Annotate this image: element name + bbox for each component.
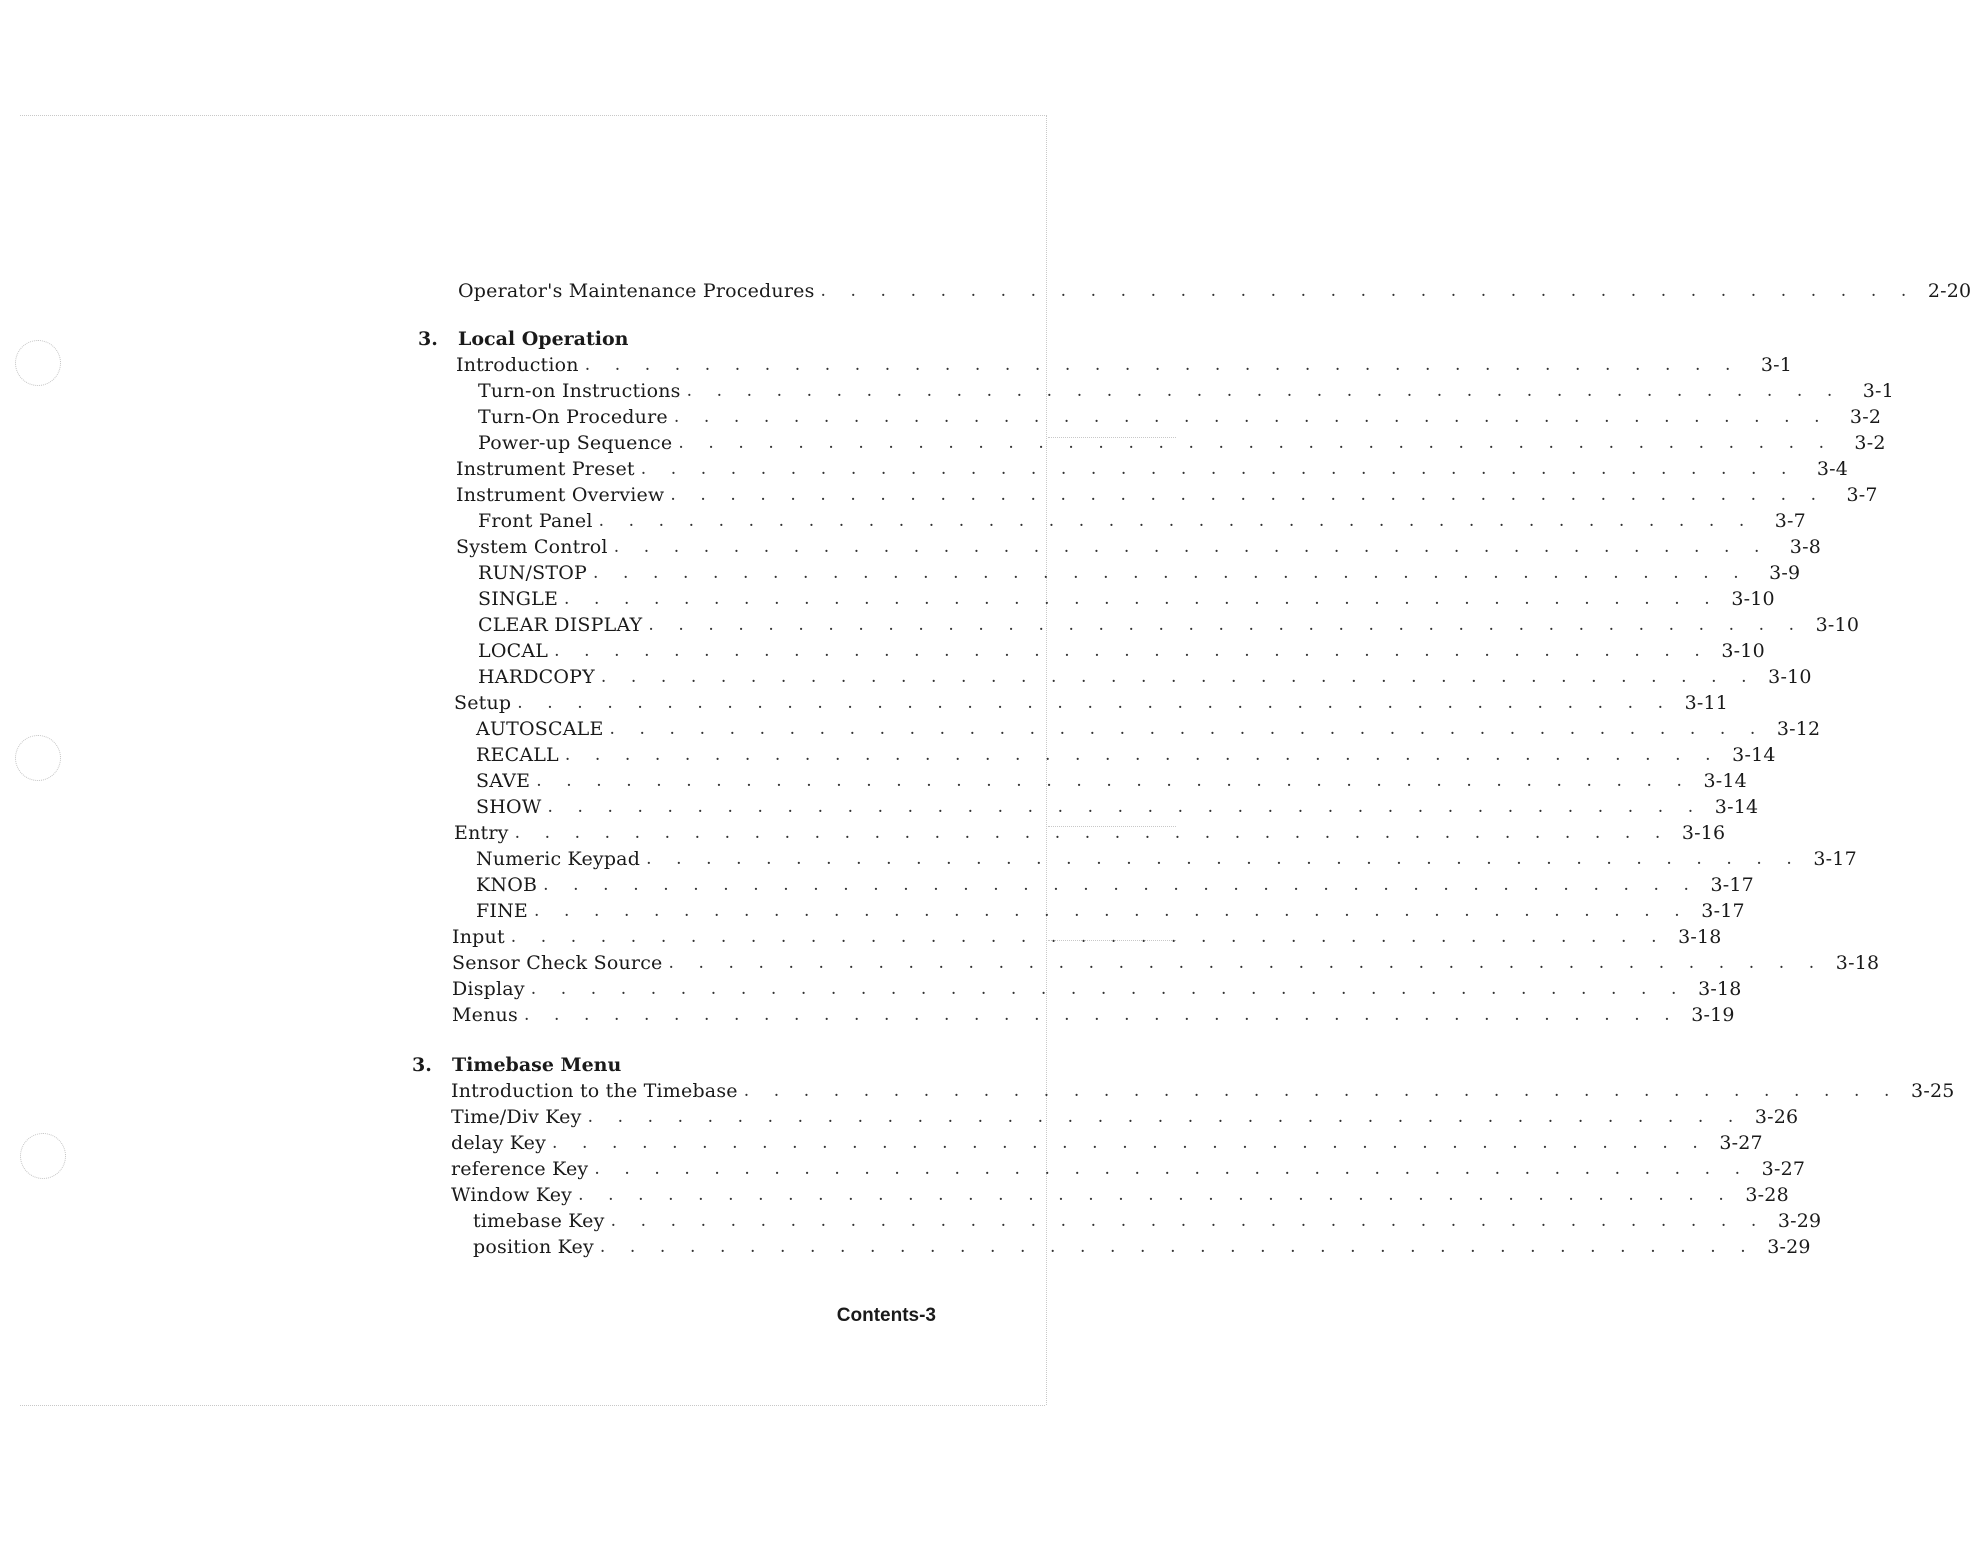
toc-entry-page: 3-8 bbox=[1789, 536, 1821, 558]
toc-entry[interactable] bbox=[476, 742, 1776, 768]
toc-entry[interactable] bbox=[452, 976, 1742, 1002]
leader-dots: . . . . . . . . . . . . . . . . . . . . . . . . . . . . . . . . . . . . . . . bbox=[648, 615, 1804, 635]
toc-entry-page: 3-9 bbox=[1769, 562, 1801, 584]
toc-entry-title: position Key bbox=[473, 1236, 594, 1258]
toc-entry-page: 3-17 bbox=[1710, 874, 1754, 896]
leader-dots: . . . . . . . . . . . . . . . . . . . . . . . . . . . . . . . . . . . . . . . bbox=[646, 849, 1802, 869]
toc-entry[interactable] bbox=[476, 768, 1747, 794]
toc-entry-title: Sensor Check Source bbox=[452, 952, 663, 974]
leader-dots: . . . . . . . . . . . . . . . . . . . . . . . . . . . . . . . . . . . . . . . bbox=[673, 407, 1830, 427]
leader-dots: . . . . . . . . . . . . . . . . . . . . . . . . . . . . . . . . . . . . . . . bbox=[510, 927, 1667, 947]
leader-dots: . . . . . . . . . . . . . . . . . . . . . . . . . . . . . . . . . . . . . . . bbox=[533, 901, 1690, 921]
toc-entry-title: Instrument Overview bbox=[456, 484, 665, 506]
toc-entry-page: 3-16 bbox=[1681, 822, 1726, 844]
leader-dots: . . . . . . . . . . . . . . . . . . . . . . . . . . . . . . . . . . . . . . . bbox=[530, 979, 1687, 999]
toc-entry[interactable] bbox=[478, 560, 1801, 586]
toc-entry[interactable] bbox=[454, 820, 1726, 846]
toc-entry-page: 3-4 bbox=[1816, 458, 1849, 480]
leader-dots: . . . . . . . . . . . . . . . . . . . . . . . . . . . . . . . . . . . . . . . bbox=[536, 771, 1692, 791]
leader-dots: . . . . . . . . . . . . . . . . . . . . . . . . . . . . . . . . . . . . . . . bbox=[543, 875, 1699, 895]
toc-entry[interactable] bbox=[452, 924, 1722, 950]
toc-entry[interactable] bbox=[476, 898, 1745, 924]
toc-entry[interactable] bbox=[451, 1078, 1955, 1104]
leader-dots: . . . . . . . . . . . . . . . . . . . . . . . . . . . . . . . . . . . . . . . bbox=[552, 1133, 1708, 1153]
toc-entry-title: timebase Key bbox=[473, 1210, 605, 1232]
toc-entry-title: KNOB bbox=[476, 874, 538, 896]
toc-entry-operators-maintenance[interactable] bbox=[458, 278, 1971, 304]
toc-entry-page: 3-2 bbox=[1854, 432, 1886, 454]
toc-entry-title: Input bbox=[452, 926, 505, 948]
toc-entry-page: 3-11 bbox=[1684, 692, 1729, 714]
toc-entry[interactable] bbox=[478, 664, 1812, 690]
toc-entry-page: 3-18 bbox=[1835, 952, 1880, 974]
toc-entry-title: SAVE bbox=[476, 770, 531, 792]
toc-entry[interactable] bbox=[476, 716, 1821, 742]
toc-entry[interactable] bbox=[478, 586, 1775, 612]
toc-entry[interactable] bbox=[473, 1234, 1811, 1260]
leader-dots: . . . . . . . . . . . . . . . . . . . . . . . . . . . . . . . . . . . . . . . bbox=[599, 1237, 1756, 1257]
toc-entry[interactable] bbox=[456, 534, 1821, 560]
toc-entry-title: Turn-on Instructions bbox=[478, 380, 681, 402]
toc-entry-title: HARDCOPY bbox=[478, 666, 595, 688]
leader-dots: . . . . . . . . . . . . . . . . . . . . . . . . . . . . . . . . . . . . . . . bbox=[668, 953, 1824, 973]
toc-entry-title: RUN/STOP bbox=[478, 562, 587, 584]
toc-entry-title: Entry bbox=[454, 822, 509, 844]
toc-entry[interactable] bbox=[478, 430, 1886, 456]
toc-entry-title: Menus bbox=[452, 1004, 518, 1026]
leader-dots: . . . . . . . . . . . . . . . . . . . . . . . . . . . . . . . . . . . . . . . bbox=[678, 433, 1834, 453]
toc-entry[interactable] bbox=[478, 612, 1860, 638]
leader-dots: . . . . . . . . . . . . . . . . . . . . . . . . . . . . . . . . . . . . . . . bbox=[564, 589, 1720, 609]
toc-entry-title: RECALL bbox=[476, 744, 559, 766]
leader-dots: . . . . . . . . . . . . . . . . . . . . . . . . . . . . . . . . . . . . . . . bbox=[547, 797, 1703, 817]
leader-dots: . . . . . . . . . . . . . . . . . . . . . . . . . . . . . . . . . . . . . . . bbox=[523, 1005, 1680, 1025]
toc-entry-title: SHOW bbox=[476, 796, 542, 818]
leader-dots: . . . . . . . . . . . . . . . . . . . . . . . . . . . . . . . . . . . . . . . bbox=[584, 355, 1741, 375]
toc-entry-page: 3-27 bbox=[1719, 1132, 1763, 1154]
toc-entry-title: reference Key bbox=[451, 1158, 589, 1180]
toc-entry-page: 3-2 bbox=[1849, 406, 1882, 428]
toc-entry[interactable] bbox=[451, 1130, 1763, 1156]
chapter-heading-local-operation bbox=[418, 326, 628, 352]
toc-entry[interactable] bbox=[454, 690, 1729, 716]
toc-entry-page: 3-12 bbox=[1776, 718, 1821, 740]
toc-entry-title: Display bbox=[452, 978, 525, 1000]
leader-dots: . . . . . . . . . . . . . . . . . . . . . . . . . . . . . . . . . . . . . . . bbox=[514, 823, 1670, 843]
leader-dots: . . . . . . . . . . . . . . . . . . . . . . . . . . . . . . . . . . . . . . . bbox=[670, 485, 1826, 505]
toc-entry-page: 3-14 bbox=[1703, 770, 1747, 792]
toc-entry-title: AUTOSCALE bbox=[476, 718, 604, 740]
toc-entry-page: 3-29 bbox=[1777, 1210, 1822, 1232]
toc-entry-title: Introduction bbox=[456, 354, 579, 376]
leader-dots: . . . . . . . . . . . . . . . . . . . . . . . . . . . . . . . . . . . . . bbox=[820, 281, 1916, 301]
toc-entry[interactable] bbox=[456, 352, 1793, 378]
toc-entry-page: 3-7 bbox=[1774, 510, 1806, 532]
leader-dots: . . . . . . . . . . . . . . . . . . . . . . . . . . . . . . . . . . . . . . . bbox=[640, 459, 1797, 479]
leader-dots: . . . . . . . . . . . . . . . . . . . . . . . . . . . . . . . . . . . . . . . bbox=[578, 1185, 1734, 1205]
toc-entry-page: 3-17 bbox=[1701, 900, 1745, 922]
leader-dots: . . . . . . . . . . . . . . . . . . . . . . . . . . . . . . . . . . . . . . . bbox=[610, 1211, 1766, 1231]
toc-entry-page: 3-1 bbox=[1862, 380, 1894, 402]
leader-dots: . . . . . . . . . . . . . . . . . . . . . . . . . . . . . . . . . . . . . . . bbox=[517, 693, 1673, 713]
toc-entry[interactable] bbox=[456, 456, 1849, 482]
toc-entry-title: SINGLE bbox=[478, 588, 559, 610]
leader-dots: . . . . . . . . . . . . . . . . . . . . . . . . . . . . . . . . . . . . . . . bbox=[598, 511, 1754, 531]
leader-dots: . . . . . . . . . . . . . . . . . . . . . . . . . . . . . . . . . . . . . . . bbox=[594, 1159, 1750, 1179]
toc-entry-page: 3-10 bbox=[1815, 614, 1860, 636]
toc-entry[interactable] bbox=[476, 846, 1857, 872]
toc-entry-page: 3-1 bbox=[1760, 354, 1793, 376]
chapter-number: 3. bbox=[418, 328, 438, 350]
leader-dots: . . . . . . . . . . . . . . . . . . . . . . . . . . . . . . . . . . . . . . . bbox=[593, 563, 1749, 583]
toc-entry-page: 3-17 bbox=[1813, 848, 1857, 870]
chapter-title: Local Operation bbox=[458, 328, 629, 350]
toc-entry[interactable] bbox=[451, 1182, 1789, 1208]
toc-entry[interactable] bbox=[478, 378, 1894, 404]
toc-entry-title: System Control bbox=[456, 536, 608, 558]
toc-entry-title: Introduction to the Timebase bbox=[451, 1080, 738, 1102]
toc-entry-title: Front Panel bbox=[478, 510, 593, 532]
toc-entry[interactable] bbox=[478, 638, 1765, 664]
toc-entry-title: Numeric Keypad bbox=[476, 848, 641, 870]
toc-entry-title: Operator's Maintenance Procedures bbox=[458, 280, 815, 302]
chapter-heading-timebase-menu bbox=[412, 1052, 621, 1078]
chapter-title: Timebase Menu bbox=[452, 1054, 622, 1076]
toc-entry-page: 3-10 bbox=[1731, 588, 1775, 610]
leader-dots: . . . . . . . . . . . . . . . . . . . . . . . . . . . . . . . . . . . . . . . bbox=[743, 1081, 1900, 1101]
leader-dots: . . . . . . . . . . . . . . . . . . . . . . . . . . . . . . . . . . . . . . . bbox=[587, 1107, 1743, 1127]
toc-entry[interactable] bbox=[452, 950, 1880, 976]
toc-entry-title: CLEAR DISPLAY bbox=[478, 614, 643, 636]
leader-dots: . . . . . . . . . . . . . . . . . . . . . . . . . . . . . . . . . . . . . . . bbox=[554, 641, 1710, 661]
toc-entry-title: Instrument Preset bbox=[456, 458, 635, 480]
toc-entry-title: delay Key bbox=[451, 1132, 547, 1154]
toc-entry-title: Setup bbox=[454, 692, 512, 714]
leader-dots: . . . . . . . . . . . . . . . . . . . . . . . . . . . . . . . . . . . . . . . bbox=[600, 667, 1757, 687]
toc-entry[interactable] bbox=[476, 872, 1754, 898]
toc-entry-title: Time/Div Key bbox=[451, 1106, 582, 1128]
toc-entry[interactable] bbox=[451, 1156, 1806, 1182]
toc-entry[interactable] bbox=[451, 1104, 1799, 1130]
page-footer-label: Contents-3 bbox=[836, 1305, 936, 1326]
toc-entry-page: 3-19 bbox=[1691, 1004, 1735, 1026]
leader-dots: . . . . . . . . . . . . . . . . . . . . . . . . . . . . . . . . . . . . . . . bbox=[686, 381, 1842, 401]
toc-entry[interactable] bbox=[478, 404, 1882, 430]
toc-entry[interactable] bbox=[473, 1208, 1822, 1234]
toc-entry-page: 3-29 bbox=[1767, 1236, 1811, 1258]
toc-entry[interactable] bbox=[476, 794, 1759, 820]
toc-entry-title: LOCAL bbox=[478, 640, 549, 662]
leader-dots: . . . . . . . . . . . . . . . . . . . . . . . . . . . . . . . . . . . . . . . bbox=[564, 745, 1721, 765]
toc-entry-page: 3-28 bbox=[1745, 1184, 1789, 1206]
toc-entry-page: 3-10 bbox=[1768, 666, 1812, 688]
toc-entry-page: 3-26 bbox=[1754, 1106, 1799, 1128]
toc-entry-title: FINE bbox=[476, 900, 528, 922]
toc-entry[interactable] bbox=[456, 482, 1878, 508]
toc-entry-page: 3-14 bbox=[1732, 744, 1776, 766]
toc-entry[interactable] bbox=[478, 508, 1806, 534]
toc-entry-page: 3-10 bbox=[1721, 640, 1765, 662]
toc-entry[interactable] bbox=[452, 1002, 1735, 1028]
chapter-number: 3. bbox=[412, 1054, 432, 1076]
toc-entry-page: 3-18 bbox=[1678, 926, 1722, 948]
toc-entry-page: 2-20 bbox=[1927, 280, 1971, 302]
toc-entry-title: Power-up Sequence bbox=[478, 432, 673, 454]
toc-entry-page: 3-27 bbox=[1761, 1158, 1806, 1180]
toc-entry-page: 3-25 bbox=[1911, 1080, 1955, 1102]
toc-entry-title: Turn-On Procedure bbox=[478, 406, 668, 428]
toc-entry-page: 3-7 bbox=[1846, 484, 1878, 506]
leader-dots: . . . . . . . . . . . . . . . . . . . . . . . . . . . . . . . . . . . . . . . bbox=[609, 719, 1765, 739]
toc-entry-page: 3-14 bbox=[1714, 796, 1759, 818]
toc-entry-title: Window Key bbox=[451, 1184, 573, 1206]
toc-entry-page: 3-18 bbox=[1698, 978, 1742, 1000]
leader-dots: . . . . . . . . . . . . . . . . . . . . . . . . . . . . . . . . . . . . . . . bbox=[613, 537, 1769, 557]
